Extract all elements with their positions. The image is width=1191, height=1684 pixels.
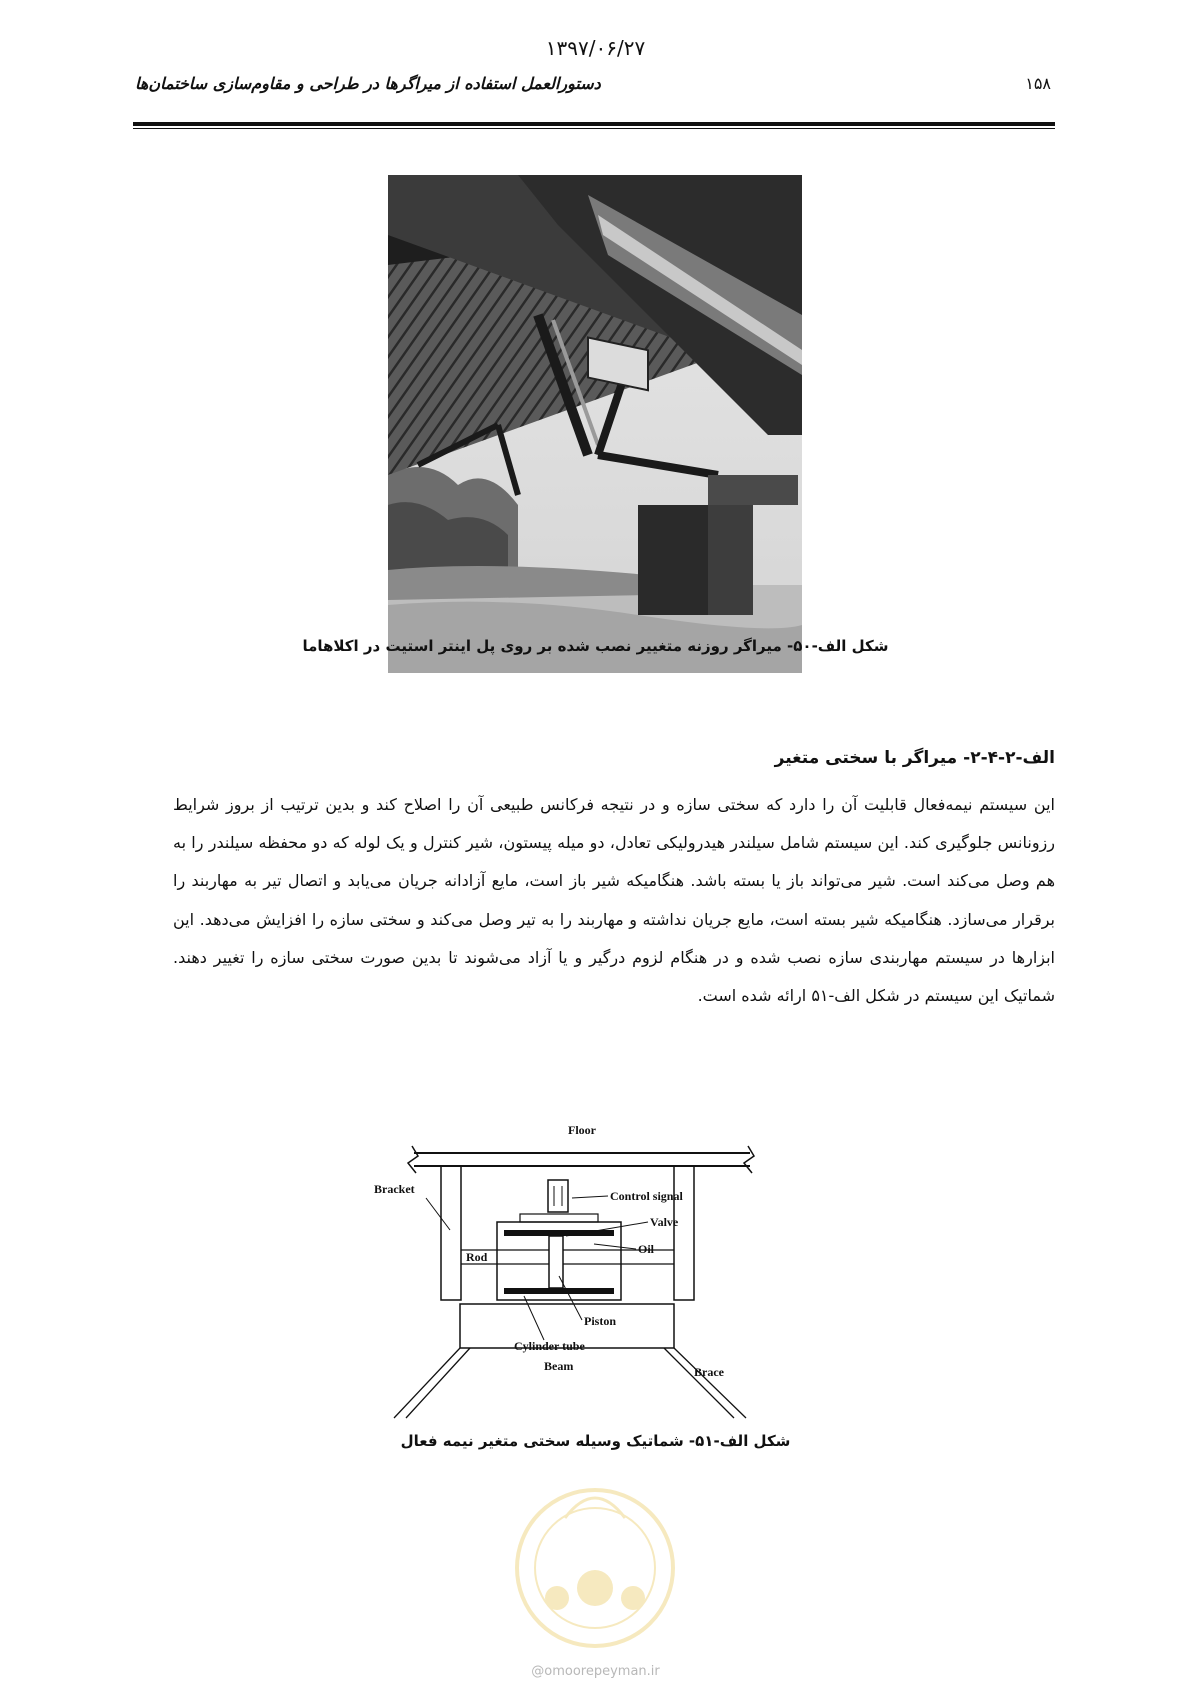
- piston-label: Piston: [584, 1314, 617, 1328]
- figure1-caption: شکل الف-۵۰- میراگر روزنه متغییر نصب شده بر روی پل اینتر استیت در اکلاهاما: [302, 637, 889, 655]
- cylinder-tube-label: Cylinder tube: [514, 1339, 585, 1353]
- section-paragraph: این سیستم نیمه‌فعال قابلیت آن را دارد که سختی سازه و در نتیجه فرکانس طبیعی آن را اصلاح کند و بدین ترتیب از بروز شرایط رزونانس جلوگیری کند. این سیستم شامل سیلندر هیدرولیکی تعادل، دو میله پیستون، شیر کنترل و یک لوله که دو محفظه سیلندر را به هم وصل می‌کند است. شیر می‌تواند باز یا بسته باشد. هنگامیکه شیر باز است، مایع آزادانه جریان می‌یابد و اتصال تیر به مهاربند را برقرار می‌سازد. هنگامیکه شیر بسته است، مایع جریان نداشته و مهاربند را به تیر وصل می‌کند و سختی سازه را افزایش می‌دهد. این ابزارها در سیستم مهاربندی سازه نصب شده و در هنگام لزوم درگیر و یا آزاد می‌شوند تا بدین صورت سختی سازه را تغییر دهند. شماتیک این سیستم در شکل الف-۵۱ ارائه شده است.: [173, 795, 1055, 1006]
- bracket-label: Bracket: [374, 1182, 415, 1196]
- rod-label: Rod: [466, 1250, 488, 1264]
- watermark-logo: [505, 1458, 685, 1654]
- page-number: ۱۵۸: [1025, 74, 1051, 93]
- section-heading: الف-۲-۴-۲- میراگر با سختی متغیر: [774, 748, 1055, 768]
- bridge-damper-photo: [388, 175, 802, 673]
- figure2-caption: شکل الف-۵۱- شماتیک وسیله سختی متغیر نیمه فعال: [400, 1432, 791, 1450]
- brace-label: Brace: [694, 1365, 724, 1379]
- valve-label: Valve: [650, 1215, 679, 1229]
- oil-label: Oil: [638, 1242, 655, 1256]
- header-rule-thin: [133, 128, 1055, 129]
- variable-stiffness-schematic: [374, 1118, 810, 1423]
- beam-label: Beam: [544, 1359, 574, 1373]
- header-rule-thick: [133, 122, 1055, 126]
- document-date: ۱۳۹۷/۰۶/۲۷: [545, 36, 646, 60]
- floor-label: Floor: [568, 1123, 596, 1137]
- watermark-text: @omoorepeyman.ir: [531, 1664, 660, 1679]
- control-signal-label: Control signal: [610, 1189, 683, 1203]
- running-header-title: دستورالعمل استفاده از میراگرها در طراحی و مقاوم‌سازی ساختمان‌ها: [135, 74, 601, 93]
